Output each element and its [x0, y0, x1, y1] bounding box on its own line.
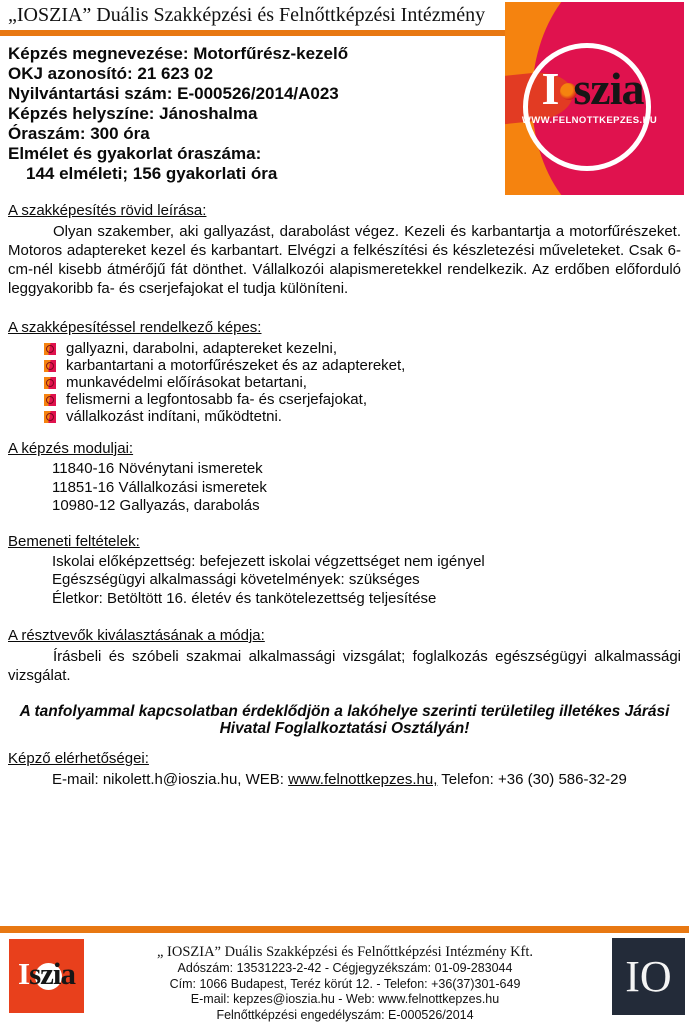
list-item	[44, 374, 681, 391]
short-description-paragraph: Olyan szakember, aki gallyazást, darabolást végez. Kezeli és karbantartja a motorfűrészeket. Motoros adaptereket kezel és karbantart. Elvégzi a felkészítési és készletezési műveleteket. Csak 6-cm-nél kisebb átmérőjű fát dönthet. Vállalkozói alapismeretekkel rendelkezik. Az erdőben előforduló leggyakoribb fa- és cserjefajokat el tudja különíteni.	[8, 223, 681, 297]
spacer	[8, 298, 681, 318]
competencies-list	[8, 340, 681, 425]
footer-logo-letters-szia: szia	[29, 956, 75, 991]
registration-number-line: Nyilvántartási szám: E-000526/2014/A023	[8, 84, 339, 103]
list-item-label: vállalkozást indítani, működtetni.	[66, 408, 282, 425]
module-item: 11840-16 Növénytani ismeretek	[52, 460, 263, 477]
selection-paragraph: Írásbeli és szóbeli szakmai alkalmassági vizsgálat; foglalkozás egészségügyi alkalmassági vizsgálat.	[8, 648, 681, 684]
footer-company-name: „ IOSZIA” Duális Szakképzési és Felnőttképzési Intézmény Kft.	[156, 944, 534, 960]
requirement-item: Életkor: Betöltött 16. életév és tankötelezettség teljesítése	[52, 589, 437, 607]
footer-divider	[0, 926, 689, 933]
section-title-selection: A résztvevők kiválasztásának a módja:	[8, 627, 265, 644]
spacer	[8, 608, 681, 626]
spacer	[8, 516, 681, 532]
section-title-competencies: A szakképesítéssel rendelkező képes:	[8, 319, 262, 336]
logo-wordmark	[505, 63, 680, 114]
section-title-entry-requirements: Bemeneti feltételek:	[8, 532, 140, 550]
footer-tax-line: Adószám: 13531223-2-42 - Cégjegyzékszám: 01-09-283044	[177, 961, 513, 975]
ioszia-bullet-icon	[44, 360, 56, 372]
logo-letter-i: I	[541, 63, 559, 114]
spacer	[8, 737, 681, 749]
section-title-contact: Képző elérhetőségei:	[8, 750, 149, 767]
contact-notice: A tanfolyammal kapcsolatban érdeklődjön a lakóhelye szerinti területileg illetékes Járási Hivatal Foglalkoztatási Osztályán!	[19, 703, 670, 737]
header-divider	[0, 30, 506, 36]
modules-list	[52, 460, 681, 516]
website-link[interactable]: www.felnottkepzes.hu,	[288, 771, 438, 788]
module-item: 10980-12 Gallyazás, darabolás	[52, 497, 260, 514]
theory-practice-label-line: Elmélet és gyakorlat óraszáma:	[8, 144, 262, 163]
page-title: „IOSZIA” Duális Szakképzési és Felnőttképzési Intézmény	[8, 4, 486, 26]
okj-id-line: OKJ azonosító: 21 623 02	[8, 64, 214, 83]
ioszia-bullet-icon	[44, 411, 56, 423]
list-item	[44, 391, 681, 408]
logo-url-text: WWW.FELNOTTKEPZES.HU	[521, 115, 658, 126]
footer-ioszia-logo	[9, 939, 84, 1013]
ioszia-logo	[505, 2, 684, 195]
section-title-short-description: A szakképesítés rövid leírása:	[8, 202, 207, 219]
footer-logo-letter-i: I	[17, 956, 30, 991]
spacer	[8, 425, 681, 439]
list-item-label: karbantartani a motorfűrészeket és az adaptereket,	[66, 357, 406, 374]
list-item	[44, 408, 681, 425]
list-item	[44, 357, 681, 374]
contact-suffix: Telefon: +36 (30) 586-32-29	[437, 771, 627, 788]
section-title-modules: A képzés moduljai:	[8, 440, 134, 457]
document-body	[8, 201, 681, 789]
contact-line	[52, 770, 681, 789]
list-item	[44, 340, 681, 357]
footer-io-logo: IO	[612, 938, 685, 1015]
course-name-line: Képzés megnevezése: Motorfűrész-kezelő	[8, 44, 349, 63]
footer-text-block	[95, 944, 595, 1023]
course-info-block	[8, 44, 498, 184]
entry-requirements-list	[52, 553, 681, 609]
logo-letters-szia: szia	[573, 63, 644, 114]
footer-address-line: Cím: 1066 Budapest, Teréz körút 12. - Telefon: +36(37)301-649	[169, 976, 521, 991]
ioszia-bullet-icon	[44, 394, 56, 406]
footer-email-web-line: E-mail: kepzes@ioszia.hu - Web: www.felnottkepzes.hu	[190, 992, 500, 1006]
footer-logo-wordmark	[9, 957, 84, 991]
ioszia-bullet-icon	[44, 377, 56, 389]
requirement-item: Egészségügyi alkalmassági követelmények: szükséges	[52, 571, 420, 588]
list-item-label: munkavédelmi előírásokat betartani,	[66, 374, 307, 391]
contact-prefix: E-mail: nikolett.h@ioszia.hu, WEB:	[52, 771, 289, 788]
hours-line: Óraszám: 300 óra	[8, 124, 150, 143]
ioszia-bullet-icon	[44, 343, 56, 355]
footer-license-line: Felnőttképzési engedélyszám: E-000526/2014	[216, 1007, 474, 1022]
requirement-item: Iskolai előképzettség: befejezett iskolai végzettséget nem igényel	[52, 552, 485, 570]
theory-practice-hours-line: 144 elméleti; 156 gyakorlati óra	[26, 164, 278, 183]
list-item-label: felismerni a legfontosabb fa- és cserjefajokat,	[66, 391, 367, 408]
location-line: Képzés helyszíne: Jánoshalma	[8, 104, 258, 123]
list-item-label: gallyazni, darabolni, adaptereket kezelni,	[66, 340, 338, 357]
module-item: 11851-16 Vállalkozási ismeretek	[52, 478, 267, 496]
